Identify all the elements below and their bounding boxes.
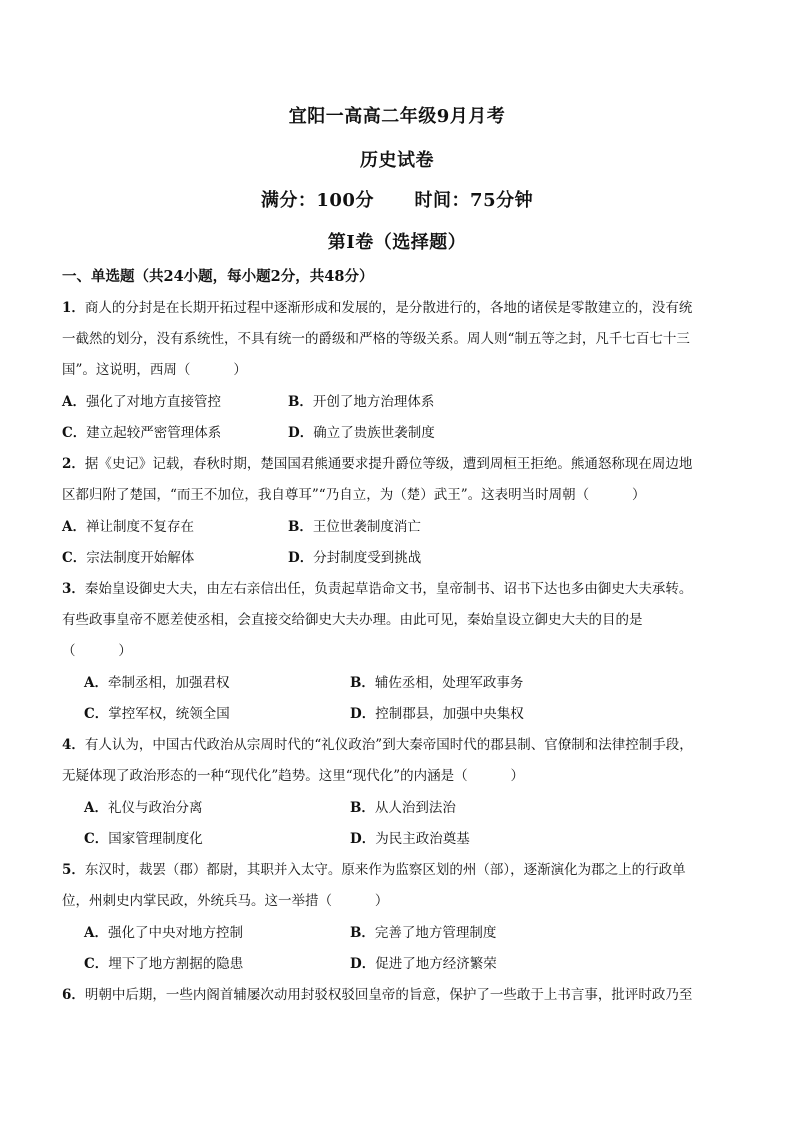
option-text: 促进了地方经济繁荣 — [375, 956, 497, 972]
option-label: C． — [84, 956, 109, 972]
option-c[interactable] — [84, 954, 243, 974]
option-text: 礼仪与政治分离 — [107, 800, 203, 816]
option-b[interactable] — [288, 392, 434, 412]
option-b[interactable] — [350, 923, 496, 943]
option-text: 国家管理制度化 — [108, 831, 203, 847]
option-label: D． — [350, 831, 376, 847]
question-text: 明朝中后期，一些内阁首辅屡次动用封驳权驳回皇帝的旨意，保护了一些敢于上书言事，批评时政乃至 — [84, 987, 693, 1003]
option-label: B． — [350, 800, 375, 816]
question-number: 4． — [62, 737, 85, 753]
option-d[interactable] — [350, 704, 524, 724]
option-label: C． — [62, 550, 87, 566]
option-label: D． — [350, 956, 376, 972]
question-text: 商人的分封是在长期开拓过程中逐渐形成和发展的，是分散进行的，各地的诸侯是零散建立的，没有统 — [84, 300, 693, 316]
question-3-line: 有些政事皇帝不愿差使丞相，会直接交给御史大夫办理。由此可见，秦始皇设立御史大夫的目的是 — [62, 612, 643, 628]
option-text: 禅让制度不复存在 — [85, 519, 194, 535]
option-label: A． — [84, 800, 108, 816]
option-label: B． — [350, 925, 375, 941]
question-text: 秦始皇设御史大夫，由左右亲信出任，负责起草诰命文书，皇帝制书、诏书下达也多由御史大夫承转。 — [84, 581, 693, 597]
option-text: 牵制丞相，加强君权 — [107, 675, 230, 691]
question-5-line — [62, 860, 742, 880]
option-text: 建立起较严密管理体系 — [86, 425, 222, 441]
option-label: A． — [62, 519, 86, 535]
question-text: 据《史记》记载，春秋时期，楚国国君熊通要求提升爵位等级，遭到周桓王拒绝。熊通怒称现在周边地 — [84, 456, 693, 472]
option-text: 分封制度受到挑战 — [313, 550, 422, 566]
option-label: D． — [350, 706, 376, 722]
option-text: 辅佐丞相，处理军政事务 — [374, 675, 524, 691]
option-text: 埋下了地方割据的隐患 — [108, 956, 244, 972]
option-text: 完善了地方管理制度 — [374, 925, 497, 941]
option-a[interactable] — [84, 798, 202, 818]
option-b[interactable] — [288, 517, 421, 537]
question-3-line: （ ） — [62, 643, 132, 659]
question-6-line — [62, 985, 742, 1005]
option-label: C． — [84, 706, 109, 722]
question-4-line: 无疑体现了政治形态的一种“现代化”趋势。这里“现代化”的内涵是（ ） — [62, 768, 525, 784]
option-text: 王位世袭制度消亡 — [312, 519, 421, 535]
option-label: B． — [288, 394, 313, 410]
score-time-line: 满分：100分 时间：75分钟 — [260, 190, 534, 211]
option-b[interactable] — [350, 673, 523, 693]
question-5-line: 位，州刺史内掌民政，外统兵马。这一举措（ ） — [62, 893, 389, 909]
option-text: 为民主政治奠基 — [375, 831, 470, 847]
question-number: 3． — [62, 581, 85, 597]
question-2-line — [62, 454, 742, 474]
option-label: B． — [288, 519, 313, 535]
question-1-line — [62, 298, 742, 318]
question-4-line — [62, 735, 742, 755]
option-a[interactable] — [62, 517, 194, 537]
option-label: B． — [350, 675, 375, 691]
option-a[interactable] — [62, 392, 221, 412]
question-3-line — [62, 579, 742, 599]
option-label: D． — [288, 425, 314, 441]
option-label: D． — [288, 550, 314, 566]
option-a[interactable] — [84, 673, 229, 693]
option-d[interactable] — [350, 829, 470, 849]
option-text: 掌控军权，统领全国 — [108, 706, 230, 722]
option-text: 确立了贵族世袭制度 — [313, 425, 435, 441]
option-c[interactable] — [84, 829, 203, 849]
option-text: 从人治到法治 — [374, 800, 456, 816]
exam-subject: 历史试卷 — [360, 150, 434, 171]
question-number: 1． — [62, 300, 85, 316]
option-label: A． — [84, 925, 108, 941]
option-d[interactable] — [288, 423, 435, 443]
option-d[interactable] — [350, 954, 497, 974]
question-2-line: 区都归附了楚国，“而王不加位，我自尊耳”“乃自立，为（楚）武王”。这表明当时周朝（ ） — [62, 487, 646, 503]
option-text: 开创了地方治理体系 — [312, 394, 435, 410]
question-1-line: 国”。这说明，西周（ ） — [62, 362, 247, 378]
option-label: A． — [62, 394, 86, 410]
question-text: 有人认为，中国古代政治从宗周时代的“礼仪政治”到大秦帝国时代的郡县制、官僚制和法律控制手段， — [84, 737, 693, 753]
option-text: 强化了对地方直接管控 — [85, 394, 221, 410]
part-title: 第I卷（选择题） — [327, 232, 467, 253]
option-label: C． — [84, 831, 109, 847]
option-c[interactable] — [62, 423, 221, 443]
exam-title: 宜阳一高高二年级9月月考 — [288, 106, 506, 127]
option-d[interactable] — [288, 548, 421, 568]
question-number: 6． — [62, 987, 85, 1003]
question-number: 2． — [62, 456, 85, 472]
option-c[interactable] — [84, 704, 230, 724]
option-label: A． — [84, 675, 108, 691]
option-text: 强化了中央对地方控制 — [107, 925, 243, 941]
question-number: 5． — [62, 862, 85, 878]
question-text: 东汉时，裁罢（郡）都尉，其职并入太守。原来作为监察区划的州（部），逐渐演化为郡之上的行政单 — [84, 862, 686, 878]
section-heading: 一、单选题（共24小题，每小题2分，共48分） — [62, 268, 374, 285]
option-b[interactable] — [350, 798, 456, 818]
option-text: 宗法制度开始解体 — [86, 550, 195, 566]
option-a[interactable] — [84, 923, 243, 943]
option-label: C． — [62, 425, 87, 441]
option-c[interactable] — [62, 548, 194, 568]
option-text: 控制郡县，加强中央集权 — [375, 706, 524, 722]
question-1-line: 一截然的划分，没有系统性，不具有统一的爵级和严格的等级关系。周人则“制五等之封，凡千七百七十三 — [62, 331, 690, 347]
